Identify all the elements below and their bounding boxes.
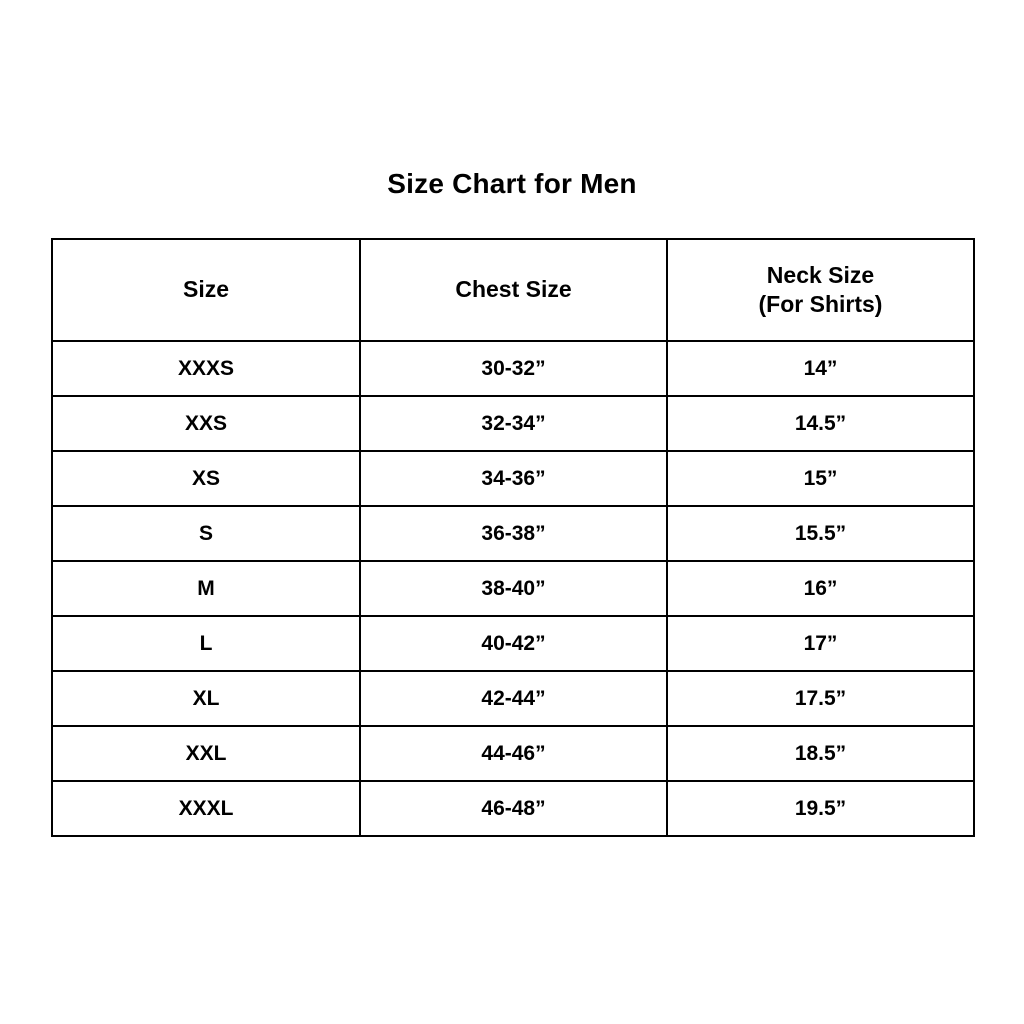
table-row bbox=[52, 341, 974, 396]
cell-chest: 38-40” bbox=[360, 561, 667, 616]
table-row bbox=[52, 671, 974, 726]
cell-size: L bbox=[52, 616, 360, 671]
column-header-chest bbox=[360, 239, 667, 341]
column-header-neck-label: Neck Size bbox=[766, 261, 875, 288]
size-chart-table bbox=[51, 238, 975, 837]
cell-neck: 14” bbox=[667, 341, 974, 396]
cell-neck: 17.5” bbox=[667, 671, 974, 726]
cell-chest: 40-42” bbox=[360, 616, 667, 671]
cell-size: XXS bbox=[52, 396, 360, 451]
cell-neck: 17” bbox=[667, 616, 974, 671]
table-header bbox=[52, 239, 974, 341]
table-body bbox=[52, 341, 974, 836]
table-row bbox=[52, 781, 974, 836]
cell-size: M bbox=[52, 561, 360, 616]
cell-chest: 44-46” bbox=[360, 726, 667, 781]
cell-neck: 15.5” bbox=[667, 506, 974, 561]
cell-size: S bbox=[52, 506, 360, 561]
cell-size: XS bbox=[52, 451, 360, 506]
cell-chest: 32-34” bbox=[360, 396, 667, 451]
cell-chest: 30-32” bbox=[360, 341, 667, 396]
cell-chest: 46-48” bbox=[360, 781, 667, 836]
column-header-size-label: Size bbox=[182, 276, 230, 303]
cell-chest: 36-38” bbox=[360, 506, 667, 561]
cell-size: XL bbox=[52, 671, 360, 726]
column-header-chest-label: Chest Size bbox=[455, 276, 572, 303]
table-header-row bbox=[52, 239, 974, 341]
table-row bbox=[52, 561, 974, 616]
column-header-neck-sublabel: (For Shirts) bbox=[758, 291, 883, 317]
cell-neck: 16” bbox=[667, 561, 974, 616]
cell-neck: 15” bbox=[667, 451, 974, 506]
size-chart-table-wrapper bbox=[51, 238, 973, 837]
cell-neck: 18.5” bbox=[667, 726, 974, 781]
page-title: Size Chart for Men bbox=[387, 168, 637, 199]
cell-neck: 19.5” bbox=[667, 781, 974, 836]
table-row bbox=[52, 616, 974, 671]
cell-size: XXXS bbox=[52, 341, 360, 396]
table-row bbox=[52, 726, 974, 781]
table-row bbox=[52, 506, 974, 561]
column-header-size bbox=[52, 239, 360, 341]
cell-neck: 14.5” bbox=[667, 396, 974, 451]
table-row bbox=[52, 396, 974, 451]
cell-size: XXL bbox=[52, 726, 360, 781]
cell-chest: 42-44” bbox=[360, 671, 667, 726]
cell-chest: 34-36” bbox=[360, 451, 667, 506]
column-header-neck bbox=[667, 239, 974, 341]
table-row bbox=[52, 451, 974, 506]
cell-size: XXXL bbox=[52, 781, 360, 836]
